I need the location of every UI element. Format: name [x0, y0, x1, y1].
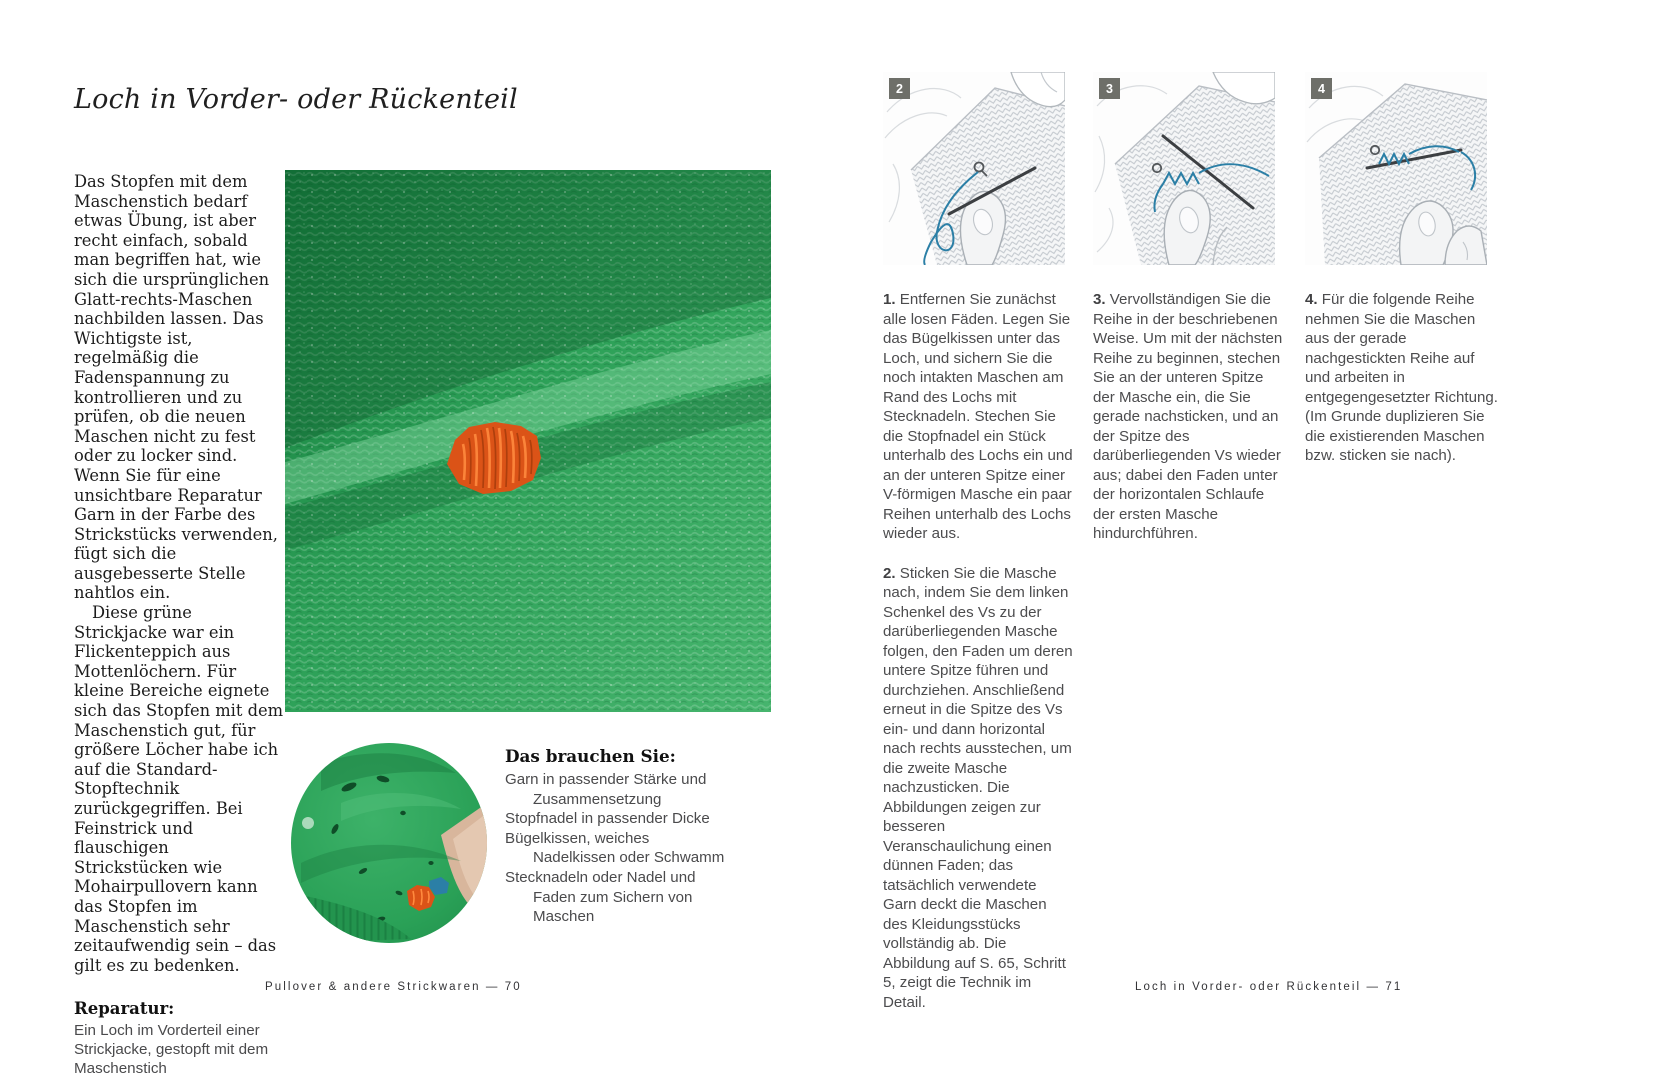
materials-heading: Das brauchen Sie:: [505, 746, 676, 766]
step-number: 3.: [1093, 291, 1106, 308]
step-text: Vervollständigen Sie die Reihe in der beschriebenen Weise. Um mit der nächsten Reihe zu beginnen, stechen Sie an der unteren Spitze der Masche ein, die Sie gerade nachsticken, und an der Spitze des darüberliegenden Vs wieder aus; dabei den Faden unter der horizontalen Schlaufe der ersten Masche hindurchführen.: [1093, 291, 1283, 542]
materials-item: Garn in passender Stärke und Zusammensetzung: [505, 771, 707, 808]
steps-column-3: [1305, 290, 1503, 466]
step-text: Sticken Sie die Masche nach, indem Sie dem linken Schenkel des Vs zu der darüberliegenden Masche folgen, den Faden um deren untere Spitze führen und durchziehen. Anschließend erneut in die Spitze des Vs ein- und dann horizontal nach rechts ausstechen, um die zweite Masche nachzusticken. Die Abbildungen zeigen zur besseren Veranschaulichung einen dünnen Faden; das tatsächlich verwendete Garn deckt die Maschen des Kleidungsstücks vollständig ab. Die Abbildung auf S. 65, Schritt 5, zeigt die Technik im Detail.: [883, 564, 1073, 1011]
body-paragraph: Diese grüne Strickjacke war ein Flickenteppich aus Mottenlöchern. Für kleine Bereiche eignete sich das Stopfen mit dem Maschenstich gut, für größere Löcher habe ich auf die Standard-Stopftechnik zurückgegriffen. Bei Feinstrick und flauschigen Strickstücken wie Mohairpullovern kann das Stopfen im Maschenstich sehr zeitaufwendig sein – das gilt es zu bedenken.: [74, 603, 284, 975]
caption-heading: Reparatur:: [74, 999, 175, 1019]
illustration-panel-4: [1305, 72, 1487, 265]
step-1: [883, 290, 1073, 544]
illustration-step-3: [1093, 72, 1275, 265]
panel-number-badge: 3: [1099, 78, 1120, 99]
photo-caption: Ein Loch im Vorderteil einer Strickjacke, gestopft mit dem Maschenstich: [74, 1021, 269, 1078]
illustration-panel-2: [883, 72, 1065, 265]
cardigan-detail-photo: [291, 743, 487, 943]
left-page-footer: Pullover & andere Strickwaren — 70: [265, 981, 522, 993]
step-number: 4.: [1305, 291, 1318, 308]
step-text: Entfernen Sie zunächst alle losen Fäden. Legen Sie das Bügelkissen unter das Loch, und sichern Sie die noch intakten Maschen am Rand des Lochs mit Stecknadeln. Stechen Sie die Stopfnadel ein Stück unterhalb des Lochs ein und an der unteren Spitze einer V-förmigen Masche ein paar Reihen unterhalb des Lochs wieder aus.: [883, 291, 1073, 542]
step-number: 1.: [883, 291, 896, 308]
illustration-step-4: [1305, 72, 1487, 265]
steps-column-1: [883, 290, 1073, 1012]
step-4: [1305, 290, 1503, 466]
panel-number-badge: 4: [1311, 78, 1332, 99]
step-2: [883, 564, 1073, 1013]
step-number: 2.: [883, 564, 896, 582]
materials-item: Bügelkissen, weiches Nadelkissen oder Schwamm: [505, 829, 725, 867]
materials-list: [505, 746, 727, 927]
materials-item: Stecknadeln oder Nadel und Faden zum Sichern von Maschen: [505, 868, 696, 926]
illustration-step-2: [883, 72, 1065, 265]
left-body-column: [74, 172, 285, 1079]
button: [302, 817, 314, 829]
materials-item: Stopfnadel in passender Dicke: [505, 810, 710, 828]
steps-column-2: [1093, 290, 1286, 544]
green-knit-photo: [285, 170, 771, 712]
page-title: Loch in Vorder- oder Rückenteil: [74, 84, 518, 116]
panel-number-badge: 2: [889, 78, 910, 99]
cardigan-detail-art: [291, 743, 487, 943]
illustration-panel-3: [1093, 72, 1275, 265]
body-paragraph: Das Stopfen mit dem Maschenstich bedarf etwas Übung, ist aber recht einfach, sobald man begriffen hat, wie sich die ursprünglichen Glatt-rechts-Maschen nachbilden lassen. Das Wichtigste ist, regelmäßig die Fadenspannung zu kontrollieren und zu prüfen, ob die neuen Maschen nicht zu fest oder zu locker sind. Wenn Sie für eine unsichtbare Reparatur Garn in der Farbe des Strickstücks verwenden, fügt sich die ausgebesserte Stelle nahtlos ein.: [74, 172, 278, 603]
step-3: [1093, 290, 1286, 544]
right-page-footer: Loch in Vorder- oder Rückenteil — 71: [1135, 981, 1403, 993]
green-knit-photo-art: [285, 170, 771, 712]
step-text: Für die folgende Reihe nehmen Sie die Maschen aus der gerade nachgestickten Reihe auf und arbeiten in entgegengesetzter Richtung. (Im Grunde duplizieren Sie die existierenden Maschen bzw. sticken sie nach).: [1305, 291, 1498, 464]
